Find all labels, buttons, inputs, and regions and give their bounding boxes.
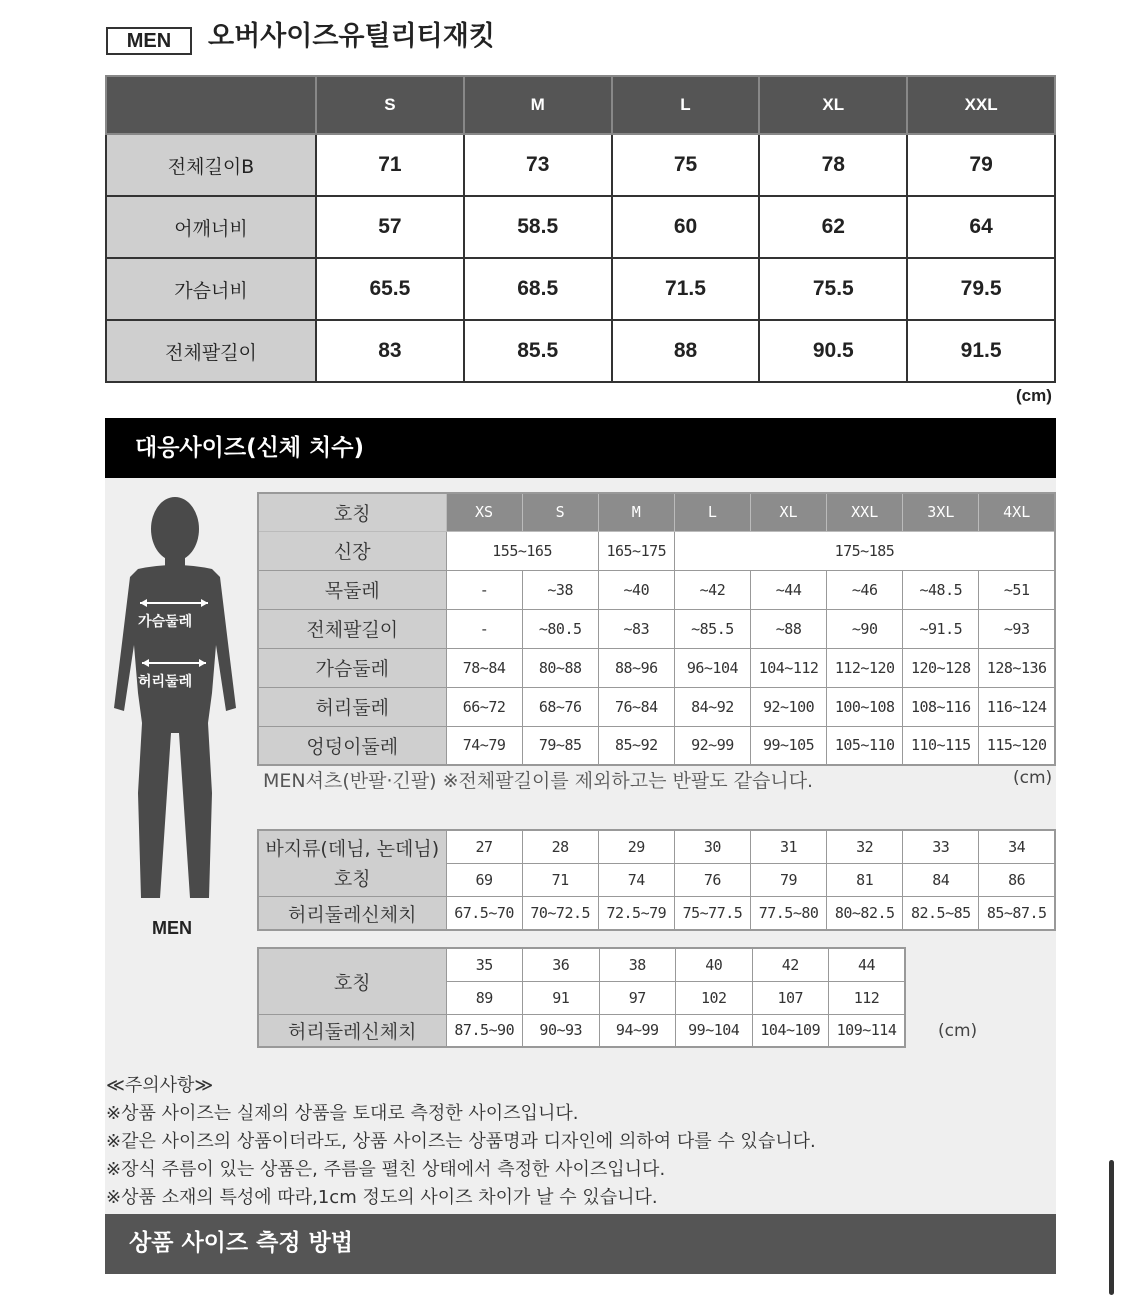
table-cell: 120~128 (903, 648, 979, 687)
table-cell: 107 (752, 981, 829, 1014)
size-col-3xl: 3XL (903, 493, 979, 531)
table-cell: 104~109 (752, 1014, 829, 1047)
row-label-sleeve: 전체팔길이 (258, 609, 446, 648)
size-col-xxl: XXL (827, 493, 903, 531)
table-cell: 72.5~79 (598, 897, 674, 930)
table-cell: 90.5 (759, 320, 907, 382)
table-cell: 40 (676, 948, 753, 981)
table-cell: ~90 (827, 609, 903, 648)
table-cell: 31 (751, 830, 827, 863)
body-size-header-row (258, 493, 1055, 531)
section-title-body-size: 대응사이즈(신체 치수) (105, 418, 1056, 478)
table-cell: 68.5 (464, 258, 612, 320)
table-cell: 35 (446, 948, 523, 981)
table-row (258, 570, 1055, 609)
shirt-note: MEN셔츠(반팔·긴팔) ※전체팔길이를 제외하고는 반팔도 같습니다. (263, 770, 814, 792)
table-row (258, 726, 1055, 765)
men-figure-label: MEN (152, 918, 192, 938)
caution-title: ≪주의사항≫ (106, 1075, 214, 1096)
product-size-table (105, 75, 1056, 383)
size-col-4xl: 4XL (979, 493, 1055, 531)
row-label-length: 전체길이B (106, 134, 316, 196)
table-cell: 73 (464, 134, 612, 196)
table-cell: 32 (827, 830, 903, 863)
table-row (106, 134, 1055, 196)
table-cell: 92~99 (674, 726, 750, 765)
table-cell: 44 (829, 948, 906, 981)
table-cell: 79.5 (907, 258, 1055, 320)
table-cell: 90~93 (523, 1014, 600, 1047)
table-row (258, 830, 1055, 863)
table-cell: 92~100 (751, 687, 827, 726)
table-cell: ~46 (827, 570, 903, 609)
table-cell: 74 (598, 863, 674, 896)
row-label-sleeve: 전체팔길이 (106, 320, 316, 382)
row-label-waist: 허리둘레 (258, 687, 446, 726)
table-cell: 79 (907, 134, 1055, 196)
row-label-waist-body: 허리둘레신체치 (258, 1014, 446, 1047)
table-cell: 88 (612, 320, 760, 382)
table-cell: ~80.5 (522, 609, 598, 648)
table-cell: 60 (612, 196, 760, 258)
table-cell: ~42 (674, 570, 750, 609)
table-cell: 91 (523, 981, 600, 1014)
table-cell: 75.5 (759, 258, 907, 320)
size-col-xxl: XXL (907, 76, 1055, 134)
table-cell: 87.5~90 (446, 1014, 523, 1047)
table-cell: 99~104 (676, 1014, 753, 1047)
table-cell: 71 (522, 863, 598, 896)
table-cell: 91.5 (907, 320, 1055, 382)
table-cell: 76 (674, 863, 750, 896)
caution-item: ※장식 주름이 있는 상품은, 주름을 펼친 상태에서 측정한 사이즈입니다. (106, 1159, 666, 1180)
table-cell: 78 (759, 134, 907, 196)
table-row (258, 648, 1055, 687)
row-label-chest: 가슴둘레 (258, 648, 446, 687)
table-cell: 102 (676, 981, 753, 1014)
table-cell: 108~116 (903, 687, 979, 726)
table-cell: 75~77.5 (674, 897, 750, 930)
size-col-xl: XL (751, 493, 827, 531)
table-cell: 81 (827, 863, 903, 896)
table-cell: 85.5 (464, 320, 612, 382)
row-label-hip: 엉덩이둘레 (258, 726, 446, 765)
table-cell: 83 (316, 320, 464, 382)
table-cell: 88~96 (598, 648, 674, 687)
table-cell: 86 (979, 863, 1055, 896)
caution-item: ※상품 소재의 특성에 따라,1cm 정도의 사이즈 차이가 날 수 있습니다. (106, 1187, 658, 1208)
table-cell: 67.5~70 (446, 897, 522, 930)
table-cell: 77.5~80 (751, 897, 827, 930)
row-label-chest: 가슴너비 (106, 258, 316, 320)
table-cell: ~44 (751, 570, 827, 609)
table-cell: 82.5~85 (903, 897, 979, 930)
table-cell: 71 (316, 134, 464, 196)
table-cell: 85~87.5 (979, 897, 1055, 930)
table-cell: 74~79 (446, 726, 522, 765)
product-title: 오버사이즈유틸리티재킷 (208, 21, 495, 52)
table-cell: 110~115 (903, 726, 979, 765)
waist-label: 허리둘레 (138, 674, 193, 690)
table-cell: 38 (599, 948, 676, 981)
table-cell: ~88 (751, 609, 827, 648)
table-cell: 34 (979, 830, 1055, 863)
table-cell: 28 (522, 830, 598, 863)
pants-label-cell (258, 830, 446, 897)
corner-cell (106, 76, 316, 134)
table-cell: 116~124 (979, 687, 1055, 726)
table-cell: 155~165 (446, 531, 598, 570)
chest-label: 가슴둘레 (138, 614, 193, 630)
size-col-xs: XS (446, 493, 522, 531)
table-cell: 84 (903, 863, 979, 896)
table-cell: ~83 (598, 609, 674, 648)
caution-item: ※상품 사이즈는 실제의 상품을 토대로 측정한 사이즈입니다. (106, 1103, 579, 1124)
size-col-xl: XL (759, 76, 907, 134)
table-cell: - (446, 570, 522, 609)
table-cell: 112 (829, 981, 906, 1014)
table-cell: 175~185 (674, 531, 1055, 570)
table-cell: 84~92 (674, 687, 750, 726)
table-cell: 99~105 (751, 726, 827, 765)
table-cell: 57 (316, 196, 464, 258)
table-cell: 165~175 (598, 531, 674, 570)
table-cell: ~91.5 (903, 609, 979, 648)
pants-size-table (257, 829, 1056, 931)
table-cell: 80~88 (522, 648, 598, 687)
pants-size-table-large (257, 947, 906, 1048)
pants-label-top: 바지류(데님, 논데님) (265, 837, 440, 860)
caution-item: ※같은 사이즈의 상품이더라도, 상품 사이즈는 상품명과 디자인에 의하여 다를 수 있습니다. (106, 1131, 816, 1152)
table-cell: 94~99 (599, 1014, 676, 1047)
table-row (258, 897, 1055, 930)
table-cell: 100~108 (827, 687, 903, 726)
table-cell: 105~110 (827, 726, 903, 765)
table-cell: 64 (907, 196, 1055, 258)
table-row (258, 687, 1055, 726)
table-cell: 78~84 (446, 648, 522, 687)
table-row (258, 609, 1055, 648)
body-size-table (257, 492, 1056, 766)
table-row (106, 320, 1055, 382)
table-cell: 42 (752, 948, 829, 981)
table-cell: 36 (523, 948, 600, 981)
size-col-l: L (674, 493, 750, 531)
product-table-unit: (cm) (1016, 386, 1052, 405)
size-col-s: S (522, 493, 598, 531)
scrollbar[interactable] (1109, 1160, 1114, 1295)
men-badge: MEN (106, 27, 192, 55)
pants-table-unit: (cm) (938, 1021, 978, 1041)
table-cell: 79 (751, 863, 827, 896)
pants2-label: 호칭 (258, 948, 446, 1014)
table-cell: 97 (599, 981, 676, 1014)
table-cell: ~85.5 (674, 609, 750, 648)
table-cell: 104~112 (751, 648, 827, 687)
size-col-l: L (612, 76, 760, 134)
row-label-shoulder: 어깨너비 (106, 196, 316, 258)
table-cell: 29 (598, 830, 674, 863)
product-size-header-row (106, 76, 1055, 134)
table-cell: 30 (674, 830, 750, 863)
row-label-size: 호칭 (258, 493, 446, 531)
table-cell: 80~82.5 (827, 897, 903, 930)
pants-label-bottom: 호칭 (333, 867, 371, 890)
table-cell: 115~120 (979, 726, 1055, 765)
table-cell: 128~136 (979, 648, 1055, 687)
table-cell: 96~104 (674, 648, 750, 687)
table-cell: 68~76 (522, 687, 598, 726)
table-cell: 62 (759, 196, 907, 258)
table-cell: - (446, 609, 522, 648)
table-cell: ~40 (598, 570, 674, 609)
table-cell: ~48.5 (903, 570, 979, 609)
size-col-m: M (464, 76, 612, 134)
table-cell: 27 (446, 830, 522, 863)
table-row (106, 258, 1055, 320)
table-cell: 66~72 (446, 687, 522, 726)
table-cell: 75 (612, 134, 760, 196)
size-col-m: M (598, 493, 674, 531)
body-table-unit: (cm) (1013, 768, 1053, 788)
table-row (258, 531, 1055, 570)
table-row (258, 1014, 905, 1047)
table-cell: ~93 (979, 609, 1055, 648)
table-cell: 69 (446, 863, 522, 896)
row-label-neck: 목둘레 (258, 570, 446, 609)
table-cell: 71.5 (612, 258, 760, 320)
table-cell: 76~84 (598, 687, 674, 726)
table-cell: 89 (446, 981, 523, 1014)
table-cell: ~51 (979, 570, 1055, 609)
table-cell: 65.5 (316, 258, 464, 320)
table-cell: 79~85 (522, 726, 598, 765)
table-cell: ~38 (522, 570, 598, 609)
table-cell: 112~120 (827, 648, 903, 687)
row-label-waist-body: 허리둘레신체치 (258, 897, 446, 930)
table-cell: 109~114 (829, 1014, 906, 1047)
table-cell: 85~92 (598, 726, 674, 765)
row-label-height: 신장 (258, 531, 446, 570)
table-cell: 70~72.5 (522, 897, 598, 930)
table-cell: 33 (903, 830, 979, 863)
size-col-s: S (316, 76, 464, 134)
table-row (258, 948, 905, 981)
table-row (106, 196, 1055, 258)
body-silhouette-icon (108, 493, 242, 903)
section-title-measure-method: 상품 사이즈 측정 방법 (105, 1214, 1056, 1274)
table-cell: 58.5 (464, 196, 612, 258)
caution-notes (106, 1072, 816, 1212)
